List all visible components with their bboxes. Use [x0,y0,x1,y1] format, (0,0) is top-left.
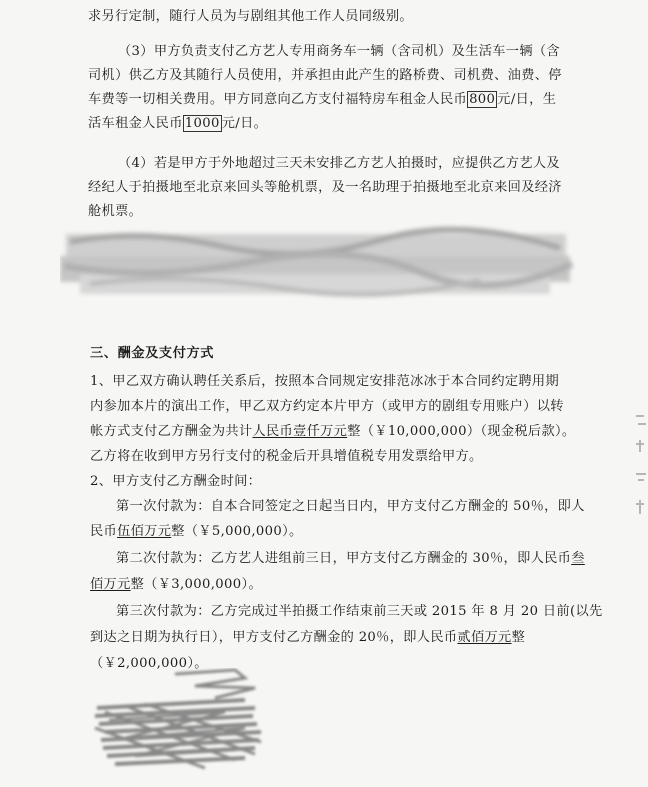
third-payment-amount: 贰佰万元 [457,630,512,645]
text-line: 舱机票。 [88,204,143,219]
text-line: 经纪人于拍摄地至北京来回头等舱机票，及一名助理于拍摄地至北京来回及经济 [88,180,562,195]
second-payment-amount-part: 叁 [571,551,585,566]
first-payment-amount: 伍佰万元 [117,524,172,539]
text-line: 活车租金人民币 1000 元/日。 [88,116,268,131]
text-line: 佰万元整（￥3,000,000）。 [90,577,262,592]
text-line: 司机）供乙方及其随行人员使用，并承担由此产生的路桥费、司机费、油费、停 [88,68,562,83]
text-line: 2、甲方支付乙方酬金时间： [90,474,262,489]
text-line: 第二次付款为：乙方艺人进组前三日，甲方支付乙方酬金的 30％，即人民币叁 [116,551,585,566]
text-line: 第三次付款为：乙方完成过半拍摄工作结束前三天或 2015 年 8 月 20 日前(以先 [116,604,603,619]
redaction-scribble [60,222,580,302]
edge-smudge [632,410,648,520]
text-line: 1、甲乙双方确认聘任关系后，按照本合同规定安排范冰冰于本合同约定聘用期 [90,374,560,389]
total-fee-amount: 人民币壹仟万元 [252,424,348,439]
text-line: 乙方将在收到甲方另行支付的税金后开具增值税专用发票给甲方。 [90,449,483,464]
redaction-scribble [85,668,275,780]
rv-rent-amount: 800 [469,92,496,107]
second-payment-amount: 佰万元 [90,577,131,592]
text-line: （￥2,000,000）。 [90,656,208,671]
living-car-rent-amount: 1000 [184,116,220,131]
section-heading: 三、酬金及支付方式 [90,346,215,361]
text-line: 帐方式支付乙方酬金为共计人民币壹仟万元整（￥10,000,000）（现金税后款）。 [90,424,576,439]
text-line: （4）若是甲方于外地超过三天未安排乙方艺人拍摄时，应提供乙方艺人及 [118,156,560,171]
text-line: 民币伍佰万元整（￥5,000,000）。 [90,524,303,539]
text-line: 车费等一切相关费用。甲方同意向乙方支付福特房车租金人民币 800 元/日，生 [88,92,557,107]
text-line: 第一次付款为：自本合同签定之日起当日内，甲方支付乙方酬金的 50％，即人 [116,499,585,514]
text-line: 内参加本片的演出工作，甲乙双方约定本片甲方（或甲方的剧组专用账户）以转 [90,399,564,414]
text-line: （3）甲方负责支付乙方艺人专用商务车一辆（含司机）及生活车一辆（含 [118,44,560,59]
text-line: 到达之日期为执行日），甲方支付乙方酬金的 20％，即人民币贰佰万元整 [90,630,526,645]
text-line: 求另行定制，随行人员为与剧组其他工作人员同级别。 [88,9,413,24]
